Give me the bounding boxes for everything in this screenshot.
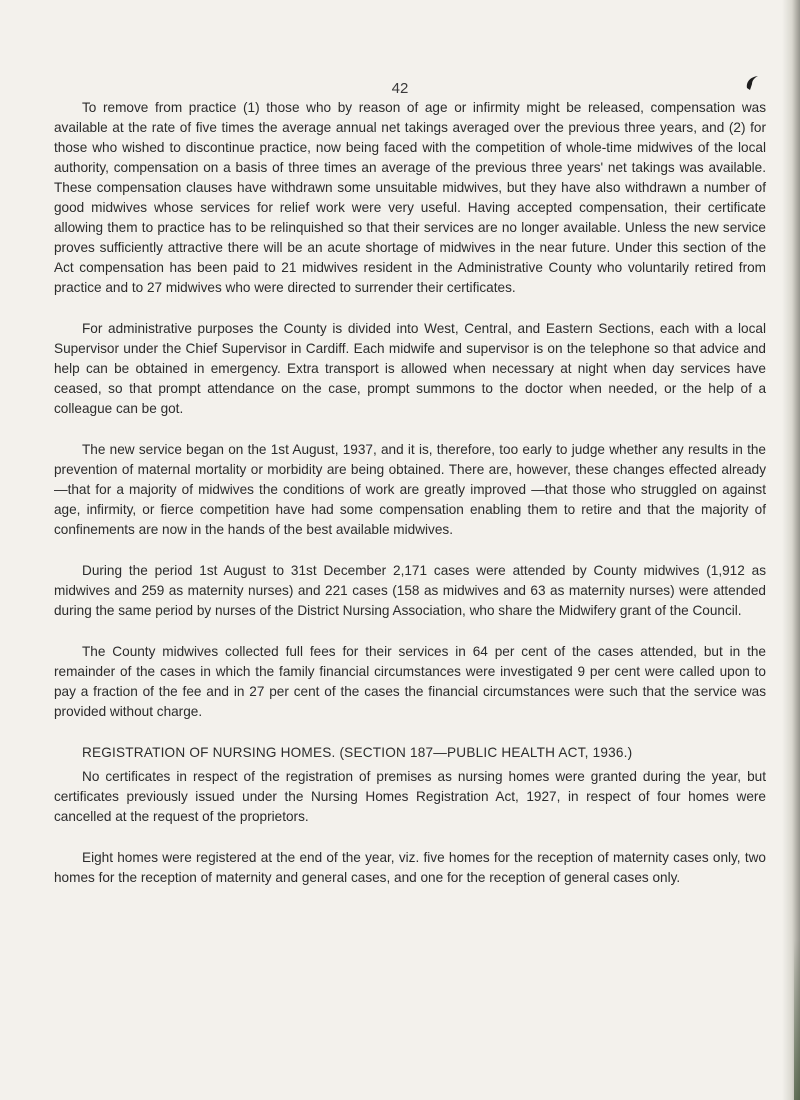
- page-edge-stain: [794, 940, 800, 1100]
- corner-mark-icon: [744, 74, 760, 98]
- paragraph-administration: For administrative purposes the County is divided into West, Central, and Eastern Sections, each with a local Supervisor under the Chief Supervisor in Cardiff. Each midwife and supervisor is on the telephone so that advice and help can be obtained in emergency. Extra transport is allowed when necessary at night when day services have ceased, so that prompt attendance on the case, prompt summons to the doctor when needed, or the help of a colleague can be got.: [54, 321, 766, 416]
- paragraph-new-service: The new service began on the 1st August, 1937, and it is, therefore, too early to judge whether any results in the prevention of maternal mortality or morbidity are being obtained. There are, however, these changes effected already—that for a majority of midwives the conditions of work are greatly improved —that those who struggled on against age, infirmity, or fierce competition have had some compensation enabling them to retire and that the majority of confinements are now in the hands of the best available midwives.: [54, 442, 766, 537]
- section-heading: REGISTRATION OF NURSING HOMES. (SECTION 187—PUBLIC HEALTH ACT, 1936.): [82, 745, 633, 760]
- paragraph-cases-attended: During the period 1st August to 31st December 2,171 cases were attended by County midwives (1,912 as midwives and 259 as maternity nurses) and 221 cases (158 as midwives and 63 as maternity nurses) were attended during the same period by nurses of the District Nursing Association, who share the Midwifery grant of the Council.: [54, 563, 766, 618]
- page-edge-shadow: [782, 0, 800, 1100]
- paragraph-certificates: No certificates in respect of the registration of premises as nursing homes were granted during the year, but certificates previously issued under the Nursing Homes Registration Act, 1927, in respect of four homes were cancelled at the request of the proprietors.: [54, 769, 766, 824]
- scan-mark-icon: [744, 74, 760, 92]
- page-number: 42: [391, 80, 409, 97]
- paragraph-registered-homes: Eight homes were registered at the end of the year, viz. five homes for the reception of maternity cases only, two homes for the reception of maternity and general cases, and one for the reception of general cases only.: [54, 850, 766, 885]
- paragraph-fees: The County midwives collected full fees for their services in 64 per cent of the cases attended, but in the remainder of the cases in which the family financial circumstances were investigated 9 per cent were called upon to pay a fraction of the fee and in 27 per cent of the cases the financial circumstances were such that the service was provided without charge.: [54, 644, 766, 719]
- paragraph-compensation: To remove from practice (1) those who by reason of age or infirmity might be released, compensation was available at the rate of five times the average annual net takings averaged over the previous three years, and (2) for those who wished to discontinue practice, now being faced with the competition of whole-time midwives of the local authority, compensation on a basis of three times an average of the previous three years' net takings was available. These compensation clauses have withdrawn some unsuitable midwives, but they have also withdrawn a number of good midwives whose services for relief work were very useful. Having accepted compensation, their certificate allowing them to practice has to be relinquished so that their services are no longer available. Unless the new service proves sufficiently attractive there will be an acute shortage of midwives in the near future. Under this section of the Act compensation has been paid to 21 midwives resident in the Administrative County who voluntarily retired from practice and to 27 midwives who were directed to surrender their certificates.: [54, 100, 766, 295]
- body-text: [54, 98, 766, 909]
